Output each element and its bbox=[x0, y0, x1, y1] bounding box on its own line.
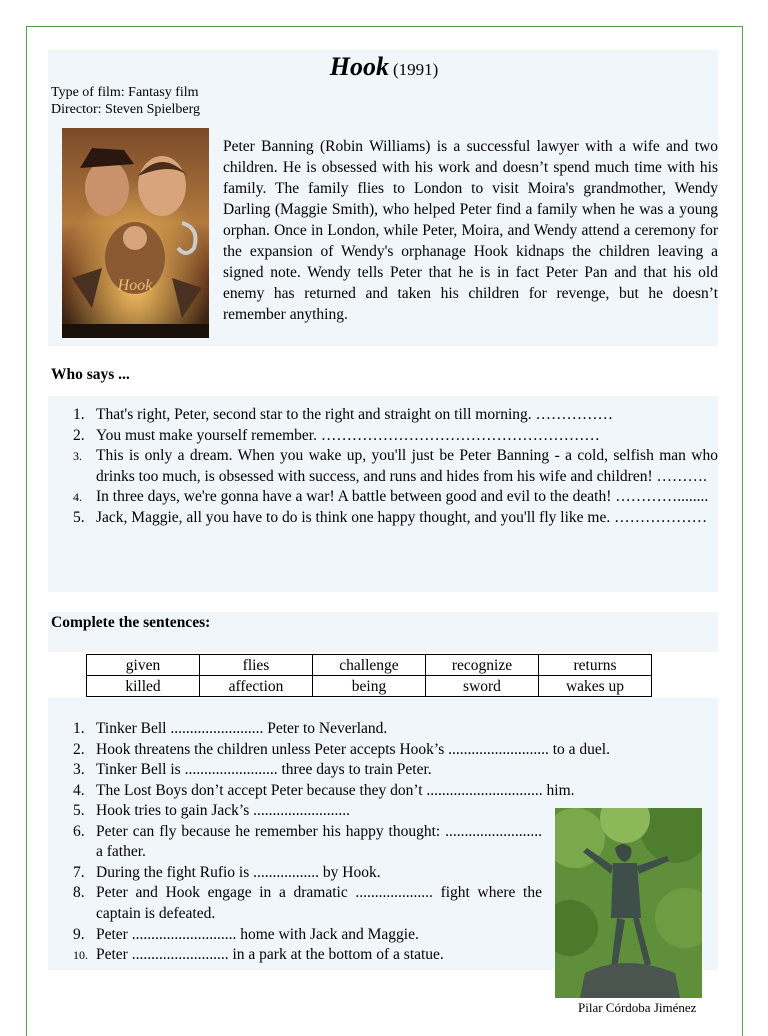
plot-summary: Peter Banning (Robin Williams) is a successful lawyer with a wife and two children. He is obsessed with his work and doesn’t spend much time with his family. The family flies to London to visit Moira's grandmother, Wendy Darling (Maggie Smith), who helped Peter find a family when he was a young orphan. Once in London, while Peter, Moira, and Wendy attend a ceremony for the expansion of Wendy's orphanage Hook kidnaps the children leaving a signed note. Wendy tells Peter that he is in fact Peter Pan and that his old enemy has returned and taken his children for revenge, but he doesn’t remember anything. bbox=[223, 138, 718, 323]
word-cell: challenge bbox=[313, 655, 426, 676]
list-item: 3. This is only a dream. When you wake up, you'll just be Peter Banning - a cold, selfish man who drinks too much, is obsessed with success, and runs and hides from his wife and children! ………. bbox=[73, 447, 718, 485]
list-item: 1. Tinker Bell ........................ Peter to Neverland. bbox=[73, 720, 388, 737]
word-cell: being bbox=[313, 676, 426, 697]
word-bank-table bbox=[86, 654, 652, 697]
list-item: 6. Peter can fly because he remember his happy thought: ......................... a father. bbox=[73, 822, 542, 861]
table-row bbox=[87, 655, 652, 676]
author-credit: Pilar Córdoba Jiménez bbox=[578, 1000, 697, 1015]
complete-heading: Complete the sentences: bbox=[51, 614, 211, 631]
list-item: 1. That's right, Peter, second star to the right and straight on till morning. …………… bbox=[73, 406, 614, 423]
who-says-list bbox=[51, 405, 718, 529]
table-row bbox=[87, 676, 652, 697]
word-cell: flies bbox=[200, 655, 313, 676]
word-cell: killed bbox=[87, 676, 200, 697]
film-director: Director: Steven Spielberg bbox=[51, 102, 201, 117]
list-item: 4. In three days, we're gonna have a war! A battle between good and evil to the death! …………........ bbox=[73, 488, 709, 506]
list-item: 4. The Lost Boys don’t accept Peter because they don’t .............................. him. bbox=[73, 781, 575, 799]
film-title: Hook bbox=[329, 52, 389, 81]
poster-title-text: Hook bbox=[117, 277, 153, 294]
word-cell: recognize bbox=[426, 655, 539, 676]
complete-list-top bbox=[51, 719, 718, 801]
page-title bbox=[0, 52, 768, 82]
who-says-heading: Who says ... bbox=[51, 366, 130, 383]
list-item: 9. Peter ........................... home with Jack and Maggie. bbox=[73, 925, 419, 943]
list-item: 2. You must make yourself remember. ……………………………………………… bbox=[73, 426, 600, 444]
list-item: 2. Hook threatens the children unless Peter accepts Hook’s .......................... to a duel. bbox=[73, 740, 610, 758]
list-item: 5. Jack, Maggie, all you have to do is think one happy thought, and you'll fly like me. ……………… bbox=[73, 508, 708, 526]
word-cell: sword bbox=[426, 676, 539, 697]
list-item: 5. Hook tries to gain Jack’s ......................... bbox=[73, 802, 351, 819]
word-cell: affection bbox=[200, 676, 313, 697]
movie-poster-image bbox=[62, 128, 209, 338]
list-item: 7. During the fight Rufio is ................. by Hook. bbox=[73, 863, 381, 881]
film-type: Type of film: Fantasy film bbox=[51, 85, 199, 100]
peter-pan-statue-image bbox=[555, 808, 702, 998]
list-item: 3. Tinker Bell is ........................ three days to train Peter. bbox=[73, 761, 432, 779]
word-cell: returns bbox=[539, 655, 652, 676]
list-item: 10. Peter ......................... in a park at the bottom of a statue. bbox=[73, 946, 444, 964]
complete-list-bottom bbox=[51, 801, 542, 966]
word-cell: given bbox=[87, 655, 200, 676]
list-item: 8. Peter and Hook engage in a dramatic .................... fight where the captain is defeated. bbox=[73, 884, 542, 922]
word-cell: wakes up bbox=[539, 676, 652, 697]
film-year: (1991) bbox=[392, 60, 439, 79]
